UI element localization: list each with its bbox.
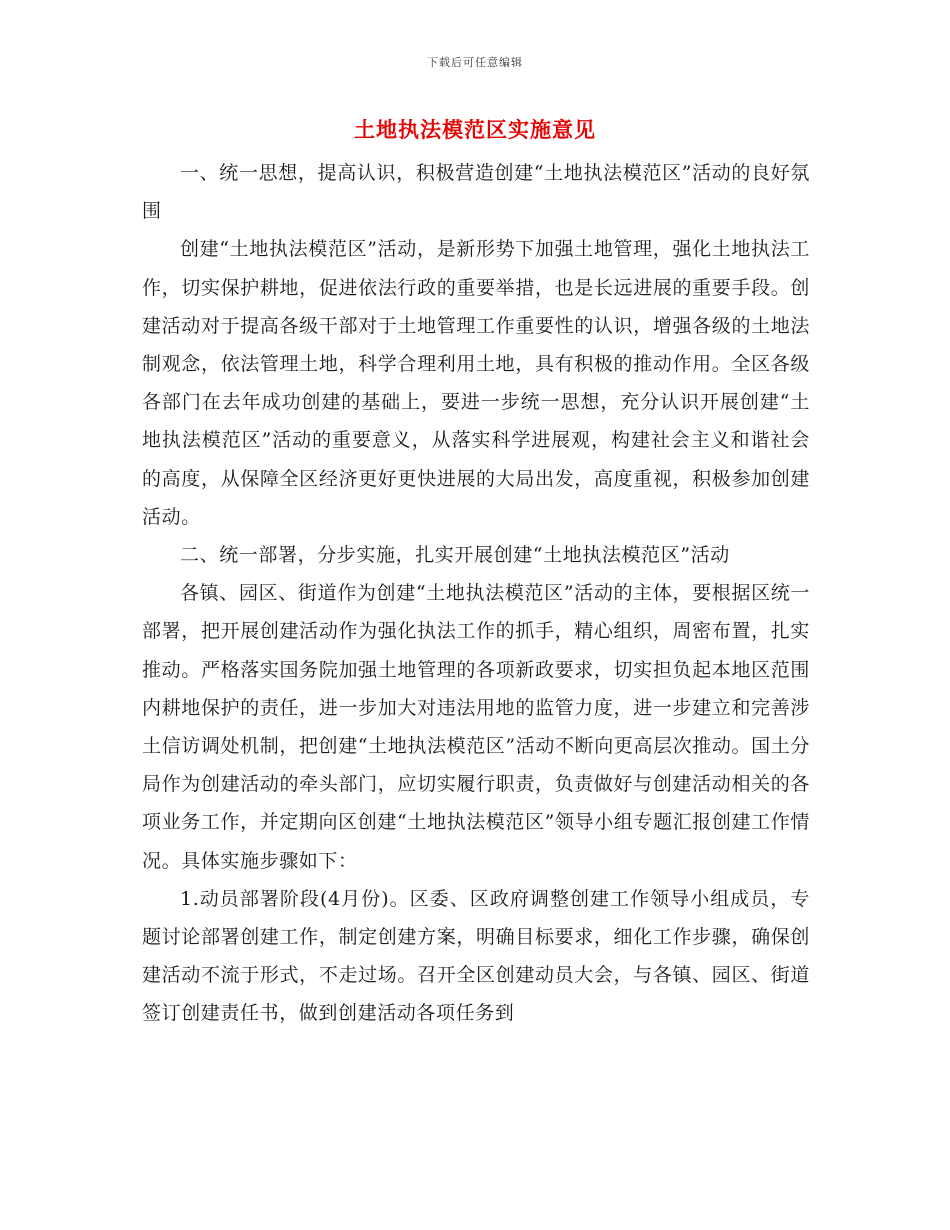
body-paragraph-2: 各镇、园区、街道作为创建“土地执法模范区”活动的主体，要根据区统一部署，把开展创建活动作为强化执法工作的抓手，精心组织，周密布置，扎实推动。严格落实国务院加强土地管理的各项新政要求，切实担负起本地区范围内耕地保护的责任，进一步加大对违法用地的监管力度，进一步建立和完善涉土信访调处机制，把创建“土地执法模范区”活动不断向更高层次推动。国土分局作为创建活动的牵头部门，应切实履行职责，负责做好与创建活动相关的各项业务工作，并定期向区创建“土地执法模范区”领导小组专题汇报创建工作情况。具体实施步骤如下： — [142, 582, 810, 872]
section-heading-1: 一、统一思想，提高认识，积极营造创建“土地执法模范区”活动的良好氛围 — [142, 162, 810, 223]
step-item-1: 1.动员部署阶段(4月份)。区委、区政府调整创建工作领导小组成员，专题讨论部署创建工作，制定创建方案，明确目标要求，细化工作步骤，确保创建活动不流于形式，不走过场。召开全区创建动员大会，与各镇、园区、街道签订创建责任书，做到创建活动各项任务到 — [142, 887, 810, 1025]
document-title: 土地执法模范区实施意见 — [354, 117, 596, 142]
section-heading-2: 二、统一部署，分步实施，扎实开展创建“土地执法模范区”活动 — [180, 544, 730, 567]
body-paragraph-1: 创建“土地执法模范区”活动，是新形势下加强土地管理，强化土地执法工作，切实保护耕地，促进依法行政的重要举措，也是长远进展的重要手段。创建活动对于提高各级干部对于土地管理工作重要性的认识，增强各级的土地法制观念，依法管理土地，科学合理利用土地，具有积极的推动作用。全区各级各部门在去年成功创建的基础上，要进一步统一思想，充分认识开展创建“土地执法模范区”活动的重要意义，从落实科学进展观，构建社会主义和谐社会的高度，从保障全区经济更好更快进展的大局出发，高度重视，积极参加创建活动。 — [142, 238, 810, 528]
page-header-note: 下载后可任意编辑 — [427, 56, 523, 69]
document-body — [142, 154, 810, 1033]
